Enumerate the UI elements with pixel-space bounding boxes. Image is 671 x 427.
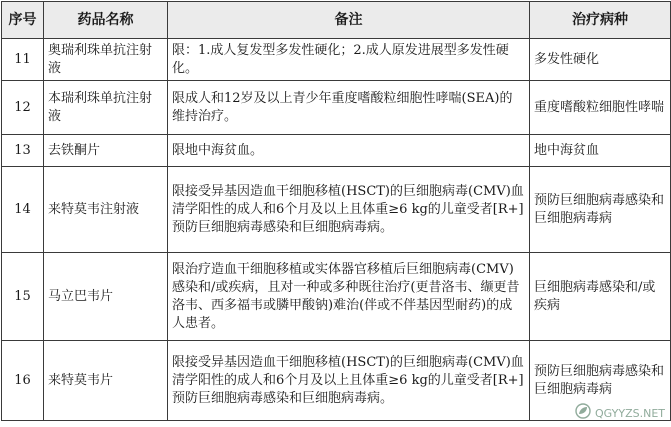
cell-drug-name: 马立巴韦片	[44, 253, 168, 341]
table-row	[2, 253, 671, 341]
cell-note: 限：1.成人复发型多发性硬化；2.成人原发进展型多发性硬化。	[168, 39, 530, 81]
cell-note: 限治疗造血干细胞移植或实体器官移植后巨细胞病毒(CMV)感染和/或疾病，且对一种或多种既往治疗(更昔洛韦、缬更昔洛韦、西多福韦或膦甲酸钠)难治(伴或不伴基因型耐药)的成人患者。	[168, 253, 530, 341]
cell-drug-name: 奥瑞利珠单抗注射液	[44, 39, 168, 81]
cell-note: 限成人和12岁及以上青少年重度嗜酸粒细胞性哮喘(SEA)的维持治疗。	[168, 81, 530, 135]
drug-table	[1, 1, 671, 421]
table-row	[2, 39, 671, 81]
cell-no: 14	[2, 167, 44, 253]
table-row	[2, 167, 671, 253]
cell-no: 15	[2, 253, 44, 341]
cell-no: 12	[2, 81, 44, 135]
cell-drug-name: 本瑞利珠单抗注射液	[44, 81, 168, 135]
header-drug-name: 药品名称	[44, 2, 168, 39]
watermark-text: QGYYZS.NET	[595, 406, 665, 420]
cell-note: 限地中海贫血。	[168, 135, 530, 167]
cell-disease: 预防巨细胞病毒感染和巨细胞病毒病	[530, 341, 671, 421]
header-note: 备注	[168, 2, 530, 39]
cell-no: 13	[2, 135, 44, 167]
header-disease: 治疗病种	[530, 2, 671, 39]
cell-disease: 巨细胞病毒感染和/或疾病	[530, 253, 671, 341]
table-row	[2, 81, 671, 135]
cell-drug-name: 来特莫韦注射液	[44, 167, 168, 253]
table-row	[2, 135, 671, 167]
cell-no: 11	[2, 39, 44, 81]
cell-drug-name: 去铁酮片	[44, 135, 168, 167]
header-no: 序号	[2, 2, 44, 39]
cell-drug-name: 来特莫韦片	[44, 341, 168, 421]
cell-disease: 地中海贫血	[530, 135, 671, 167]
cell-note: 限接受异基因造血干细胞移植(HSCT)的巨细胞病毒(CMV)血清学阳性的成人和6个月及以上且体重≥6 kg的儿童受者[R+]预防巨细胞病毒感染和巨细胞病毒病。	[168, 341, 530, 421]
cell-note: 限接受异基因造血干细胞移植(HSCT)的巨细胞病毒(CMV)血清学阳性的成人和6个月及以上且体重≥6 kg的儿童受者[R+]预防巨细胞病毒感染和巨细胞病毒病。	[168, 167, 530, 253]
table-header-row	[2, 2, 671, 39]
cell-disease: 预防巨细胞病毒感染和巨细胞病毒病	[530, 167, 671, 253]
cell-no: 16	[2, 341, 44, 421]
table-row	[2, 341, 671, 421]
cell-disease: 重度嗜酸粒细胞性哮喘	[530, 81, 671, 135]
cell-disease: 多发性硬化	[530, 39, 671, 81]
